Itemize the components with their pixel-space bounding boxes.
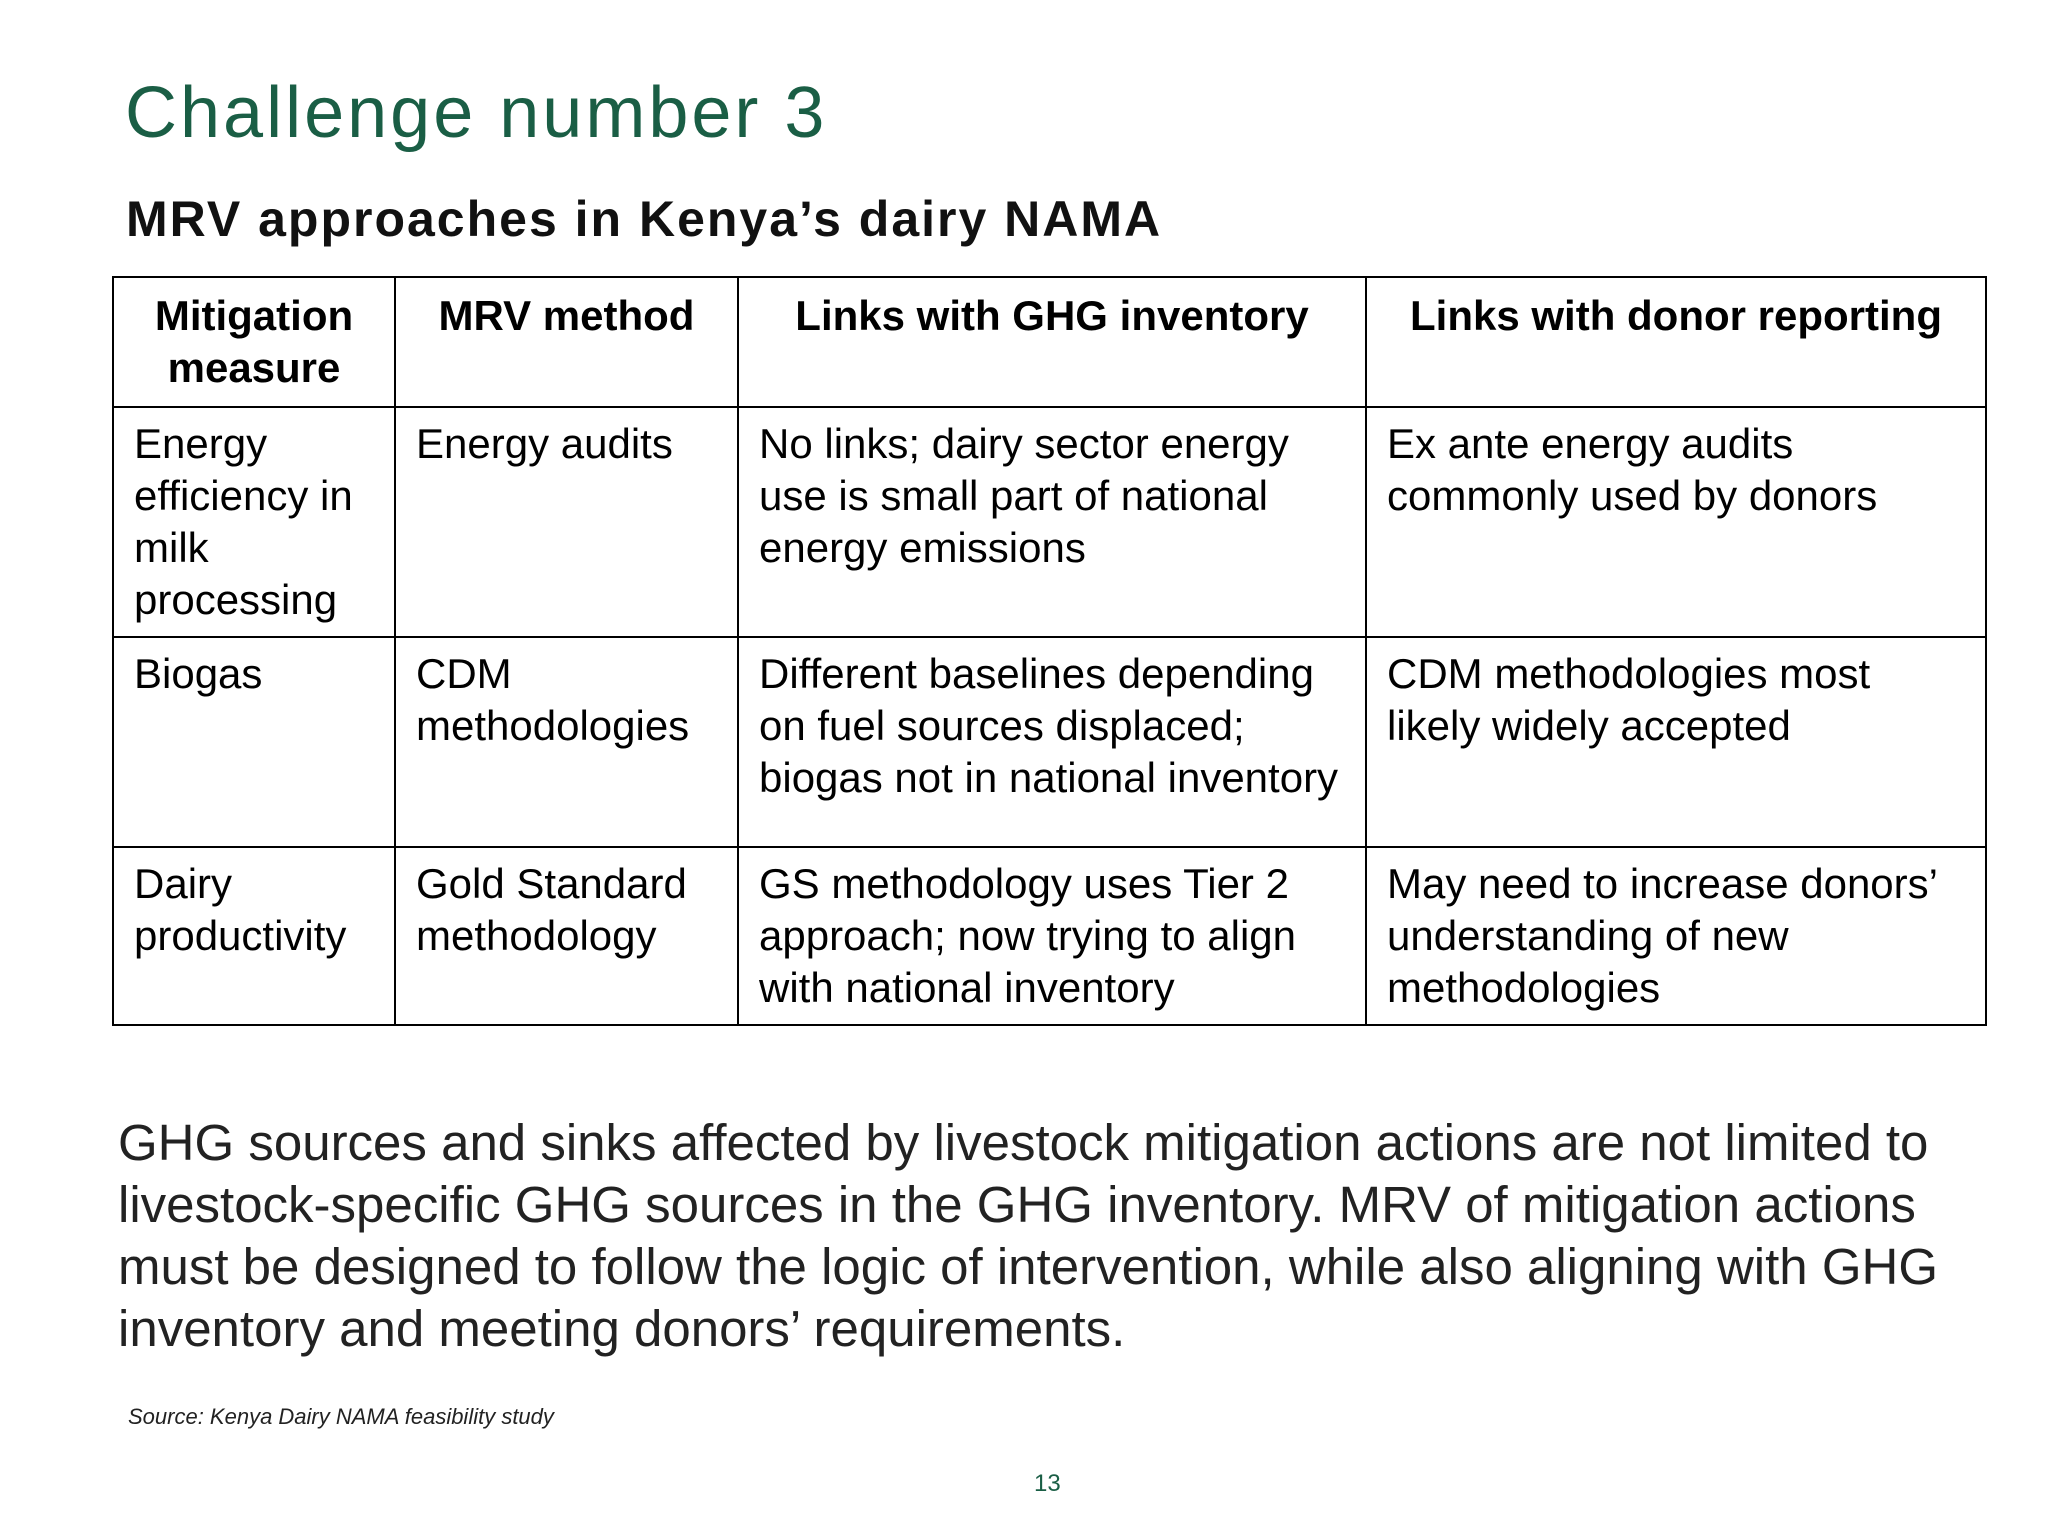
column-header-mitigation-measure: Mitigation measure [113,277,395,407]
column-header-donor-reporting-links: Links with donor reporting [1366,277,1986,407]
table-cell-mrv-method: CDM methodologies [395,637,738,847]
table-row [113,407,1986,637]
table-cell-ghg-inventory-links: No links; dairy sector energy use is small part of national energy emissions [738,407,1366,637]
table-cell-mitigation-measure: Dairy productivity [113,847,395,1025]
mrv-approaches-table [112,276,1987,1026]
page-number: 13 [1034,1470,1061,1497]
table-cell-donor-reporting-links: May need to increase donors’ understanding of new methodologies [1366,847,1986,1025]
table-cell-ghg-inventory-links: GS methodology uses Tier 2 approach; now trying to align with national inventory [738,847,1366,1025]
table-cell-donor-reporting-links: CDM methodologies most likely widely accepted [1366,637,1986,847]
table-cell-mitigation-measure: Energy efficiency in milk processing [113,407,395,637]
table-cell-mitigation-measure: Biogas [113,637,395,847]
table-cell-mrv-method: Energy audits [395,407,738,637]
table-cell-donor-reporting-links: Ex ante energy audits commonly used by donors [1366,407,1986,637]
column-header-ghg-inventory-links: Links with GHG inventory [738,277,1366,407]
table-cell-mrv-method: Gold Standard methodology [395,847,738,1025]
table-cell-ghg-inventory-links: Different baselines depending on fuel sources displaced; biogas not in national inventory [738,637,1366,847]
summary-paragraph: GHG sources and sinks affected by livestock mitigation actions are not limited to livestock-specific GHG sources in the GHG inventory. MRV of mitigation actions must be designed to follow the logic of intervention, while also aligning with GHG inventory and meeting donors’ requirements. [118,1114,1938,1357]
table-row [113,637,1986,847]
table-row [113,847,1986,1025]
table-header-row [113,277,1986,407]
slide-subtitle: MRV approaches in Kenya’s dairy NAMA [126,191,1163,247]
source-citation: Source: Kenya Dairy NAMA feasibility study [128,1404,554,1429]
column-header-mrv-method: MRV method [395,277,738,407]
slide-title: Challenge number 3 [125,73,828,153]
